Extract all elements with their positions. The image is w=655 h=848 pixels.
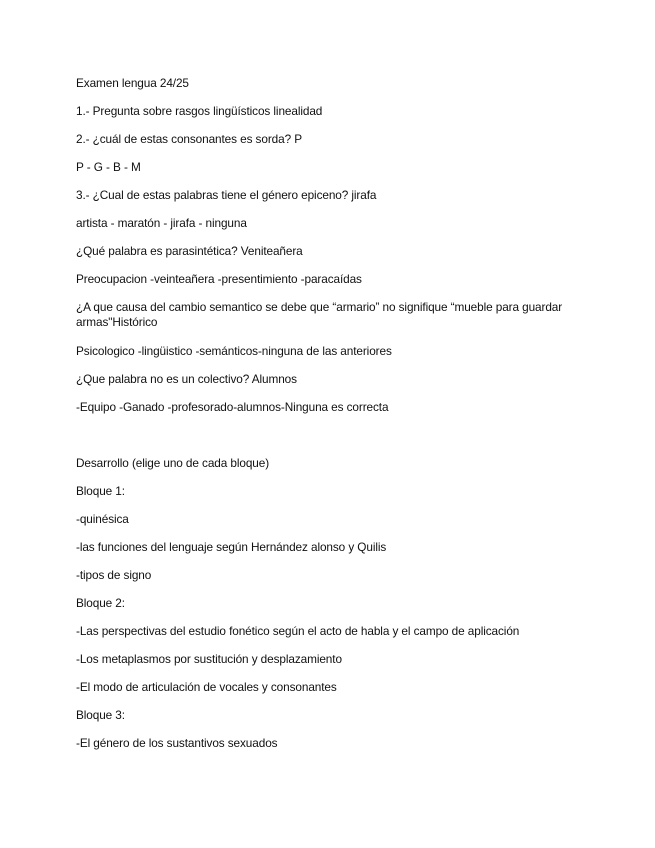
block-2-title: Bloque 2: — [76, 596, 125, 610]
block-2-item-2: -Los metaplasmos por sustitución y desplazamiento — [76, 652, 342, 666]
block-1-item-2: -las funciones del lenguaje según Hernández alonso y Quilis — [76, 540, 387, 554]
section-gap — [76, 428, 586, 456]
document-content — [76, 76, 586, 764]
question-cambio-semantico-options: Psicologico -lingüistico -semánticos-ninguna de las anteriores — [76, 344, 392, 358]
block-2-item-1: -Las perspectivas del estudio fonético según el acto de habla y el campo de aplicación — [76, 624, 520, 638]
question-parasintetica-options: Preocupacion -veinteañera -presentimiento -paracaídas — [76, 272, 362, 286]
block-3-title: Bloque 3: — [76, 708, 125, 722]
block-1-title: Bloque 1: — [76, 484, 125, 498]
document-title: Examen lengua 24/25 — [76, 76, 189, 90]
question-colectivo: ¿Que palabra no es un colectivo? Alumnos — [76, 372, 297, 386]
question-3: 3.- ¿Cual de estas palabras tiene el género epiceno? jirafa — [76, 188, 377, 202]
question-2: 2.- ¿cuál de estas consonantes es sorda? P — [76, 132, 302, 146]
block-3-item-1: -El género de los sustantivos sexuados — [76, 736, 278, 750]
question-1: 1.- Pregunta sobre rasgos lingüísticos linealidad — [76, 104, 323, 118]
block-2-item-3: -El modo de articulación de vocales y consonantes — [76, 680, 337, 694]
question-3-options: artista - maratón - jirafa - ninguna — [76, 216, 247, 230]
question-colectivo-options: -Equipo -Ganado -profesorado-alumnos-Ninguna es correcta — [76, 400, 389, 414]
block-1-item-3: -tipos de signo — [76, 568, 152, 582]
question-parasintetica: ¿Qué palabra es parasintética? Veniteañera — [76, 244, 303, 258]
question-2-options: P - G - B - M — [76, 160, 141, 174]
development-title: Desarrollo (elige uno de cada bloque) — [76, 456, 270, 470]
question-cambio-semantico: ¿A que causa del cambio semantico se debe que “armario” no signifique “mueble para guardar armas"Histórico — [76, 300, 566, 329]
block-1-item-1: -quinésica — [76, 512, 129, 526]
